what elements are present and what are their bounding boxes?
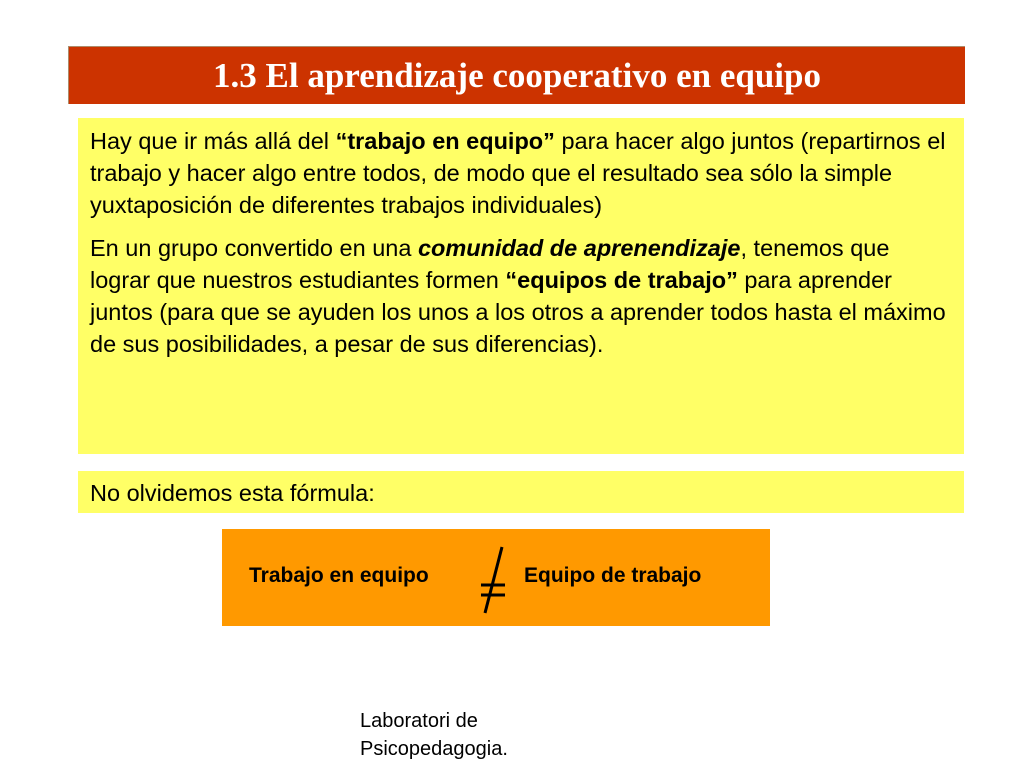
paragraph-2: [90, 232, 952, 360]
formula-box: [222, 529, 770, 626]
paragraph-1-text-b: para hacer algo juntos (repartirnos el trabajo y hacer algo entre todos, de modo que el resultado sea sólo la simple yuxtaposición de diferentes trabajos individuales): [90, 128, 946, 218]
paragraph-2-term: comunidad de aprenendizaje: [417, 235, 741, 261]
formula-left-term: Trabajo en equipo: [249, 564, 429, 587]
paragraph-2-text-b: , tenemos que lograr que nuestros estudiantes formen: [90, 235, 890, 293]
footer-credit: [360, 707, 620, 763]
main-text-box: [78, 118, 964, 454]
paragraph-2-text-c: para aprender juntos (para que se ayuden los unos a los otros a aprender todos hasta el máximo de sus posibilidades, a pesar de sus diferencias).: [90, 267, 946, 357]
title-bar: [68, 46, 965, 104]
footer-line-1: Laboratori de: [360, 710, 478, 732]
footer-line-2: Psicopedagogia.: [360, 738, 508, 760]
paragraph-1-emphasis: “trabajo en equipo”: [335, 128, 555, 154]
formula-intro-box: [78, 471, 964, 513]
paragraph-1-text-a: Hay que ir más allá del: [90, 128, 336, 154]
slide-title: 1.3 El aprendizaje cooperativo en equipo: [213, 56, 821, 95]
paragraph-2-emphasis: “equipos de trabajo”: [505, 267, 738, 293]
not-equal-icon: [474, 541, 510, 617]
formula-right-term: Equipo de trabajo: [524, 564, 702, 587]
formula-intro-text: No olvidemos esta fórmula:: [90, 480, 375, 506]
paragraph-2-text-a: En un grupo convertido en una: [90, 235, 418, 261]
paragraph-1: [90, 125, 952, 221]
